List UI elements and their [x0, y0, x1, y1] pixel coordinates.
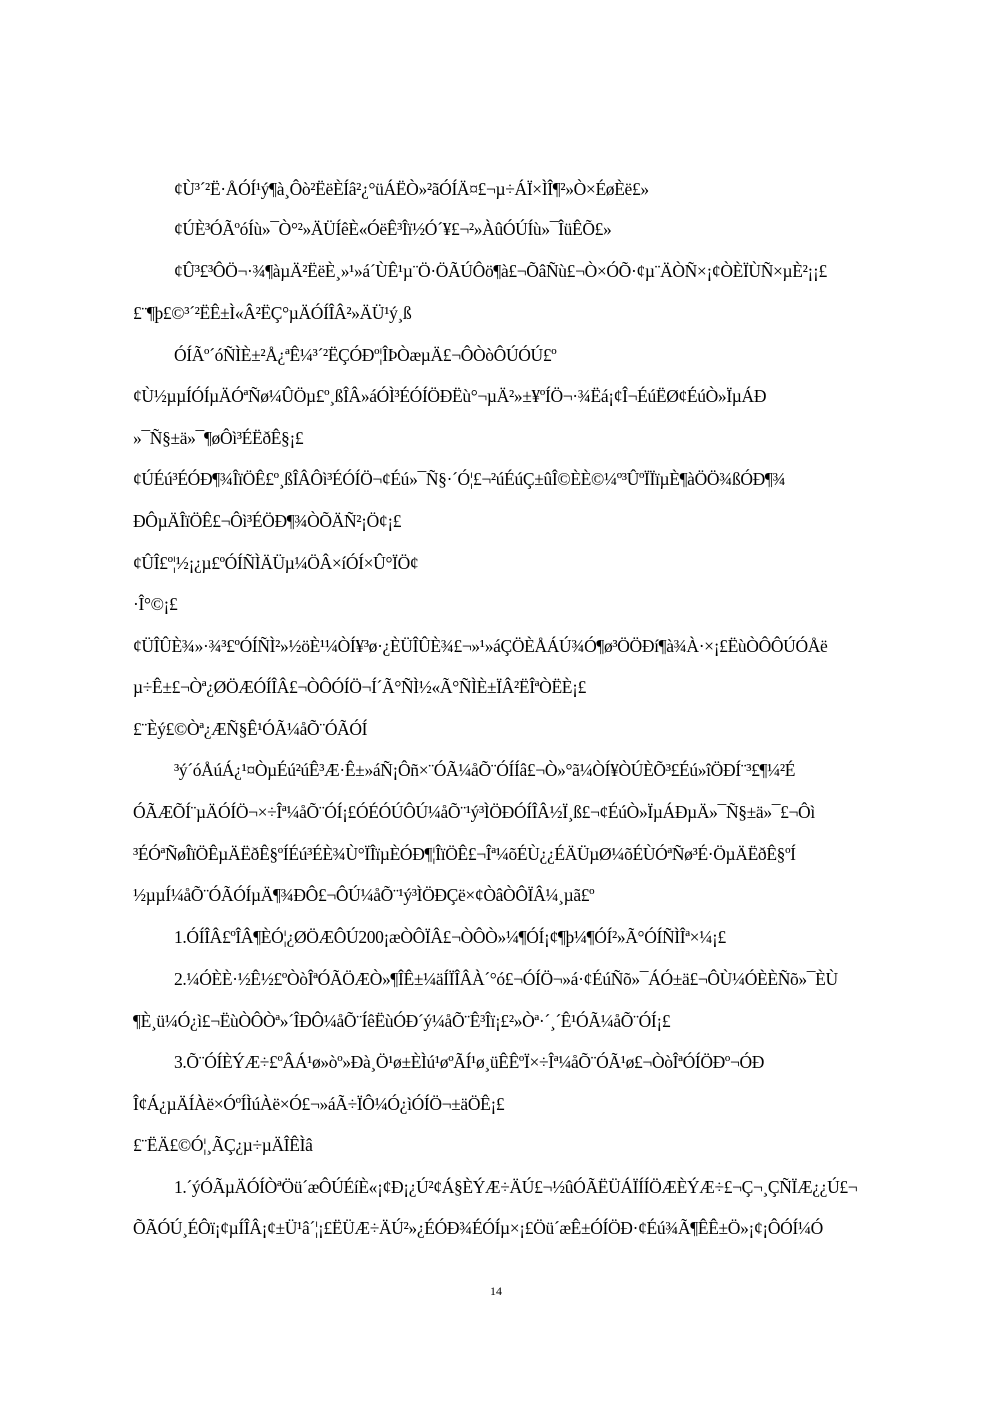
- text-line-12: ¢ÜÎÛÈ¾»·¾³£ºÓÍÑÌ²»½öÈ¹¼ÒÍ¥³ø·¿ÈÜÎÛÈ¾£¬»¹»áÇÖÈÅÁÚ¾Ó¶ø³ÖÖÐí¶à¾À·×¡£ËùÒÔÔÚÓÅë: [133, 636, 828, 656]
- text-line-10: ¢ÛÎ£º¦½¡¿µ£ºÓÍÑÌÄÜµ¼ÖÂ×íÓÍ×Û°ÏÖ¢: [133, 553, 419, 573]
- text-line-17: ³ÉÓªÑøÎïÖÊµÄËðÊ§ºÍÉú³ÉÈ¾Ù°ÏÎïµÈÓÐ¶¦ÎïÖÊ£¬Îª¼õÉÙ¿¿ÉÄÜµØ¼õÉÙÓªÑø³É·ÖµÄËðÊ§ºÍ: [133, 844, 796, 864]
- text-line-24: £¨ËÄ£©Ó¦¸ÃÇ¿µ÷µÄÎÊÌâ: [133, 1135, 313, 1155]
- text-line-3: ¢Û³£³ÔÖ¬·¾¶àµÄ²ËëÈ¸»¹»á´ÙÊ¹µ¨Ö·ÖÃÚÔö¶à£¬ÕâÑù£¬Ò×ÓÕ·¢µ¨ÄÒÑ×¡¢ÒÈÏÙÑ×µÈ²¡¡£: [174, 261, 827, 281]
- page-number: 14: [490, 1284, 502, 1298]
- text-line-4: £¨¶þ£©³´²ËÊ±Ì«Â²ËÇ°µÄÓÍÎÂ²»ÄÜ¹ý¸ß: [133, 303, 412, 323]
- text-line-13: µ÷Ê±£¬Òª¿ØÖÆÓÍÎÂ£¬ÒÔÓÍÖ¬Í´Ã°ÑÌ½«Ã°ÑÌÈ±ÏÂ²ËÎªÒËÈ¡£: [133, 677, 587, 697]
- text-line-5: ÓÍÃº´óÑÌÈ±²Å¿ªÊ¼³´²ËÇÓÐº¦ÎÞÒæµÄ£¬ÔÒòÔÚÓÚ£º: [174, 345, 557, 365]
- text-line-14: £¨Èý£©Òª¿ÆÑ§Ê¹ÓÃ¼åÕ¨ÓÃÓÍ: [133, 719, 368, 739]
- text-line-15: ³ý´óÅúÁ¿¹¤ÒµÉú²úÊ³Æ·Ê±»áÑ¡Ôñ×¨ÓÃ¼åÕ¨ÓÍÍâ£¬Ò»°ã¼ÒÍ¥ÒÚÈÕ³£Éú»îÖÐÍ¨³£¶¼²É: [174, 760, 796, 780]
- text-line-11: ·Î°©¡£: [133, 594, 178, 614]
- text-line-25: 1.´ýÓÃµÄÓÍÒªÖü´æÔÚÉíÈ«¡¢Ð¡¿Ú²¢Á§ÈÝÆ÷ÄÚ£¬½ûÓÃËÜÁÏÍÍÖÆÈÝÆ÷£¬Ç¬¸ÇÑÏÆ¿¿Ú£¬: [174, 1177, 858, 1197]
- text-line-9: ÐÔµÄÎïÖÊ£¬Ôì³ÉÖÐ¶¾ÒÕÄÑ²¡Ö¢¡£: [133, 511, 402, 531]
- text-line-2: ¢ÚÈ³ÓÃºóÍù»¯Ò°²»ÄÜÍêÈ«ÓëÊ³Îï½Ó´¥£¬²»ÀûÓÚÍù»¯ÎüÊÕ£»: [174, 219, 612, 239]
- text-line-18: ½µµÍ¼åÕ¨ÓÃÓÍµÄ¶¾ÐÔ£¬ÔÚ¼åÕ¨¹ý³ÌÖÐÇë×¢ÒâÒÔÏÂ¼¸µã£º: [133, 885, 595, 905]
- text-line-7: »¯Ñ§±ä»¯¶øÔì³ÉËðÊ§¡£: [133, 428, 304, 448]
- text-line-16: ÓÃÆÕÍ¨µÄÓÍÖ¬×÷Îª¼åÕ¨ÓÍ¡£ÓÉÓÚÔÚ¼åÕ¨¹ý³ÌÖÐÓÍÎÂ½Ï¸ß£¬¢ÉúÒ»ÏµÁÐµÄ»¯Ñ§±ä»¯£¬Ôì: [133, 802, 815, 822]
- text-line-1: ¢Ù³´²Ë·ÅÓÍ¹ý¶à¸Ôò²ËëÈÍâ²¿°üÁËÒ»²ãÓÍÄ¤£¬µ÷ÁÏ×ÌÎ¶²»Ò×ÉøÈë£»: [174, 179, 649, 199]
- text-line-21: ¶È¸ü¼Ó¿ì£¬ËùÒÔÒª»´ÎÐÔ¼åÕ¨ÍêËùÓÐ´ý¼åÕ¨Ê³Îï¡£²»Òª·´¸´Ê¹ÓÃ¼åÕ¨ÓÍ¡£: [133, 1011, 671, 1031]
- text-line-6: ¢Ù½µµÍÓÍµÄÓªÑø¼ÛÖµ£º¸ßÎÂ»áÓÌ³ÉÓÍÖÐËù°¬µÄ²»±¥ºÍÖ¬·¾Ëá¡¢Î¬ÉúËØ¢ÉúÒ»ÏµÁÐ: [133, 386, 767, 406]
- text-line-26: ÕÃÓÚ¸ÉÔï¡¢µÍÎÂ¡¢±Ü¹â´¦¡£ËÜÆ÷ÄÚ²»¿ÉÓÐ¾ÉÓÍµ×¡£Öü´æÊ±ÓÍÖÐ·¢Éú¾Ã¶ÊÊ±Ö»¡¢¡ÔÓÍ¼Ó: [133, 1218, 823, 1238]
- text-line-23: Î¢Á¿µÄÍÀë×ÓºÍÌúÀë×Ó£¬»áÃ÷ÏÔ¼Ó¿ìÓÍÖ¬±äÖÊ¡£: [133, 1094, 505, 1114]
- text-line-8: ¢ÚÉú³ÉÓÐ¶¾ÎïÖÊ£º¸ßÎÂÔì³ÉÓÍÖ¬¢Éú»¯Ñ§·´Ó¦£¬²úÉúÇ±ûÎ©ÈÈ©¼º³ÛºÏÏïµÈ¶àÖÖ¾ßÓÐ¶¾: [133, 469, 786, 489]
- text-line-22: 3.Õ¨ÓÍÈÝÆ÷£ºÂÁ¹ø»òº»Ðà¸Ö¹ø±ÈÌú¹øºÃÍ¹ø¸üÊÊºÏ×÷Îª¼åÕ¨ÓÃ¹ø£¬ÒòÎªÓÍÖÐº¬ÓÐ: [174, 1052, 765, 1072]
- text-line-20: 2.¼ÓÈÈ·½Ê½£ºÒòÎªÓÃÖÆÒ»¶ÎÊ±¼äÍÏÎÂÀ´°ó£¬ÓÍÖ¬»á·¢ÉúÑõ»¯ÁÓ±ä£¬ÔÙ¼ÓÈÈÑõ»¯ÈÙ: [174, 969, 838, 989]
- text-line-19: 1.ÓÍÎÂ£ºÎÂ¶ÈÓ¦¿ØÖÆÔÚ200¡æÒÔÏÂ£¬ÒÔÒ»¼¶ÓÍ¡¢¶þ¼¶ÓÍ²»Ã°ÓÍÑÌÎª×¼¡£: [174, 927, 726, 947]
